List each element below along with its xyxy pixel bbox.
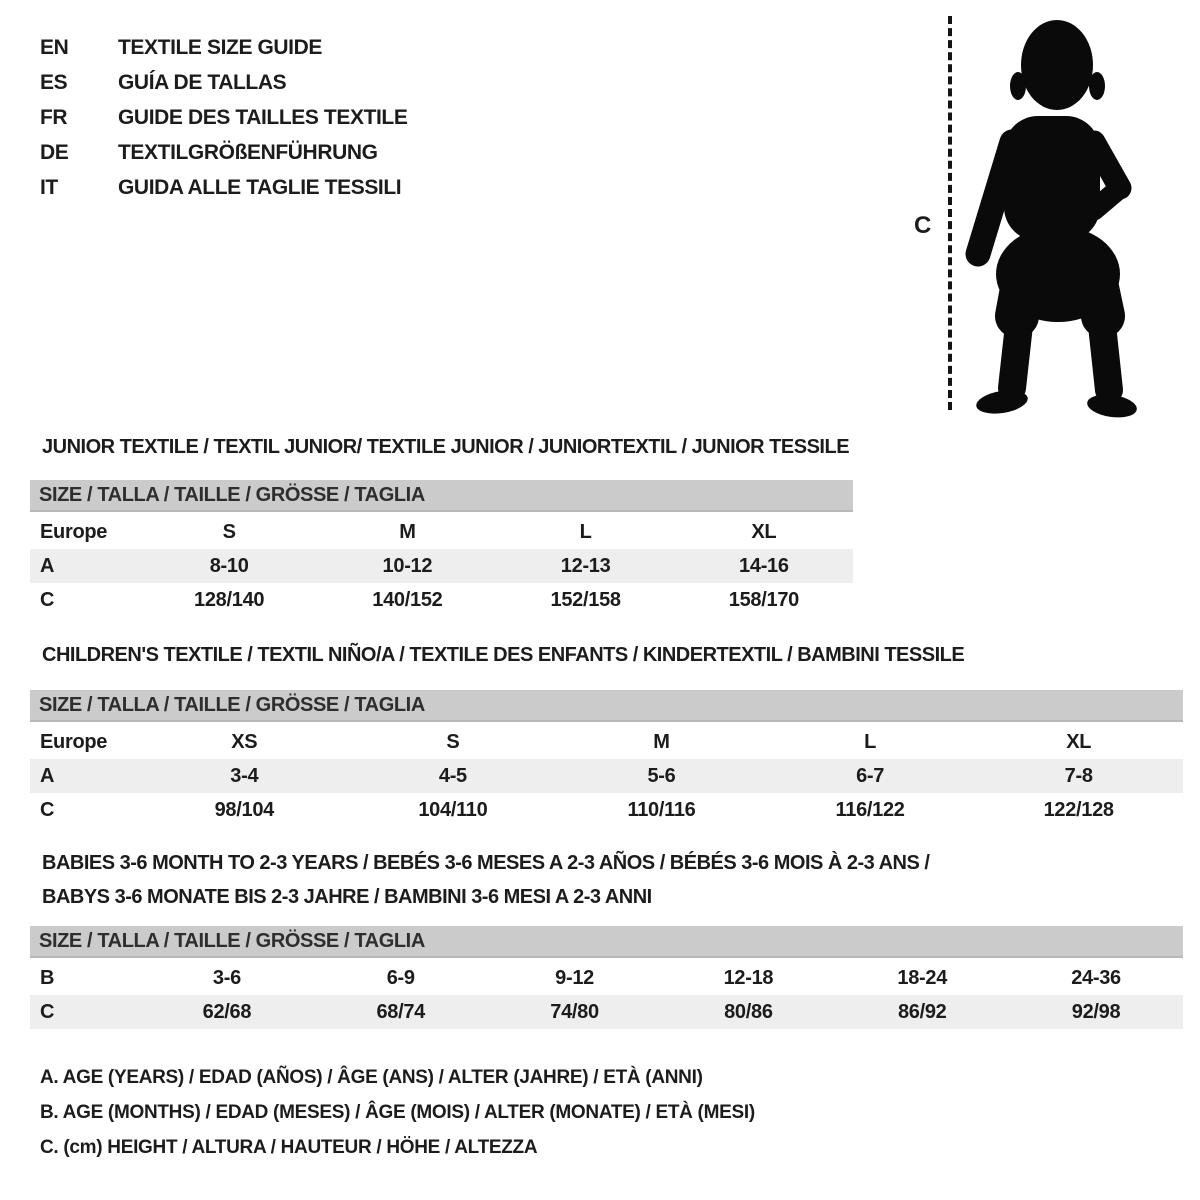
table-cell: 80/86 bbox=[724, 1000, 773, 1023]
table-cell: M bbox=[399, 520, 416, 543]
table-cell: 74/80 bbox=[550, 1000, 599, 1023]
legend-line-c: C. (cm) HEIGHT / ALTURA / HAUTEUR / HÖHE / ALTEZZA bbox=[40, 1137, 538, 1158]
row-label: C bbox=[40, 798, 55, 821]
table-cell: 110/116 bbox=[627, 798, 696, 821]
table-cell: XS bbox=[231, 730, 258, 753]
babies-title-line1: BABIES 3-6 MONTH TO 2-3 YEARS / BEBÉS 3-6 MESES A 2-3 AÑOS / BÉBÉS 3-6 MOIS À 2-3 ANS / bbox=[42, 852, 930, 874]
measure-legend bbox=[40, 1060, 755, 1165]
table-cell: 12-18 bbox=[723, 966, 774, 989]
table-cell: 68/74 bbox=[376, 1000, 426, 1023]
children-size-table bbox=[30, 690, 1183, 827]
guide-title: TEXTILE SIZE GUIDE bbox=[118, 35, 322, 59]
row-label: Europe bbox=[40, 520, 108, 543]
size-header-bar: SIZE / TALLA / TAILLE / GRÖSSE / TAGLIA bbox=[30, 690, 1183, 722]
junior-section-title: JUNIOR TEXTILE / TEXTIL JUNIOR/ TEXTILE JUNIOR / JUNIORTEXTIL / JUNIOR TESSILE bbox=[42, 436, 850, 458]
table-cell: S bbox=[222, 520, 236, 543]
table-cell: 6-7 bbox=[856, 764, 885, 787]
row-label: A bbox=[40, 554, 55, 577]
table-row-c bbox=[30, 995, 1183, 1029]
guide-title: TEXTILGRÖßENFÜHRUNG bbox=[118, 140, 378, 164]
height-measure-label: C bbox=[914, 212, 932, 239]
table-cell: 8-10 bbox=[209, 554, 249, 577]
children-table-body bbox=[30, 725, 1183, 827]
table-cell: 152/158 bbox=[550, 588, 621, 611]
lang-code: IT bbox=[40, 175, 58, 199]
table-cell: 140/152 bbox=[372, 588, 443, 611]
table-cell: 5-6 bbox=[647, 764, 676, 787]
language-title-list bbox=[40, 30, 407, 205]
table-cell: 104/110 bbox=[418, 798, 488, 821]
lang-code: EN bbox=[40, 35, 69, 59]
table-row-europe bbox=[30, 515, 853, 549]
size-header-bar: SIZE / TALLA / TAILLE / GRÖSSE / TAGLIA bbox=[30, 480, 853, 512]
table-cell: 4-5 bbox=[438, 764, 467, 787]
junior-table-body bbox=[30, 515, 853, 617]
guide-title: GUÍA DE TALLAS bbox=[118, 70, 287, 94]
table-cell: 9-12 bbox=[555, 966, 594, 989]
table-cell: 6-9 bbox=[386, 966, 415, 989]
row-label: Europe bbox=[40, 730, 108, 753]
guide-title: GUIDE DES TAILLES TEXTILE bbox=[118, 105, 408, 129]
babies-section-title bbox=[42, 846, 929, 914]
lang-code: DE bbox=[40, 140, 69, 164]
babies-table-body bbox=[30, 961, 1183, 1029]
lang-code: ES bbox=[40, 70, 68, 94]
height-measure-dashed-line bbox=[948, 16, 952, 410]
guide-title: GUIDA ALLE TAGLIE TESSILI bbox=[118, 175, 402, 199]
row-label: A bbox=[40, 764, 55, 787]
legend-line-b: B. AGE (MONTHS) / EDAD (MESES) / ÂGE (MOIS) / ALTER (MONATE) / ETÀ (MESI) bbox=[40, 1102, 755, 1123]
table-cell: XL bbox=[751, 520, 777, 543]
table-cell: 86/92 bbox=[897, 1000, 947, 1023]
row-label: B bbox=[40, 966, 55, 989]
lang-row-de bbox=[40, 135, 407, 170]
table-cell: 128/140 bbox=[194, 588, 265, 611]
table-row-europe bbox=[30, 725, 1183, 759]
lang-row-it bbox=[40, 170, 407, 205]
table-cell: 116/122 bbox=[835, 798, 905, 821]
table-cell: L bbox=[864, 730, 877, 753]
table-cell: XL bbox=[1066, 730, 1092, 753]
table-cell: 62/68 bbox=[202, 1000, 252, 1023]
lang-row-en bbox=[40, 30, 407, 65]
lang-row-fr bbox=[40, 100, 407, 135]
junior-size-table bbox=[30, 480, 853, 617]
table-row-a bbox=[30, 549, 853, 583]
table-cell: 14-16 bbox=[739, 554, 789, 577]
table-cell: M bbox=[653, 730, 670, 753]
table-cell: 24-36 bbox=[1071, 966, 1121, 989]
table-row-c bbox=[30, 793, 1183, 827]
table-cell: S bbox=[446, 730, 460, 753]
babies-title-line2: BABYS 3-6 MONATE BIS 2-3 JAHRE / BAMBINI 3-6 MESI A 2-3 ANNI bbox=[42, 886, 652, 908]
row-label: C bbox=[40, 588, 55, 611]
lang-row-es bbox=[40, 65, 407, 100]
table-cell: 3-6 bbox=[212, 966, 241, 989]
table-cell: 18-24 bbox=[897, 966, 948, 989]
legend-line-a: A. AGE (YEARS) / EDAD (AÑOS) / ÂGE (ANS) / ALTER (JAHRE) / ETÀ (ANNI) bbox=[40, 1067, 703, 1088]
lang-code: FR bbox=[40, 105, 68, 129]
table-row-a bbox=[30, 759, 1183, 793]
row-label: C bbox=[40, 1000, 55, 1023]
table-cell: 158/170 bbox=[728, 588, 799, 611]
toddler-silhouette bbox=[962, 16, 1140, 421]
size-header-bar: SIZE / TALLA / TAILLE / GRÖSSE / TAGLIA bbox=[30, 926, 1183, 958]
table-cell: 7-8 bbox=[1064, 764, 1093, 787]
babies-size-table bbox=[30, 926, 1183, 1029]
table-cell: 3-4 bbox=[230, 764, 259, 787]
table-cell: 122/128 bbox=[1043, 798, 1114, 821]
table-cell: 10-12 bbox=[382, 554, 433, 577]
table-row-b bbox=[30, 961, 1183, 995]
table-cell: L bbox=[579, 520, 592, 543]
children-section-title: CHILDREN'S TEXTILE / TEXTIL NIÑO/A / TEXTILE DES ENFANTS / KINDERTEXTIL / BAMBINI TESSILE bbox=[42, 644, 965, 666]
table-cell: 92/98 bbox=[1071, 1000, 1121, 1023]
table-row-c bbox=[30, 583, 853, 617]
table-cell: 12-13 bbox=[560, 554, 611, 577]
table-cell: 98/104 bbox=[214, 798, 274, 821]
